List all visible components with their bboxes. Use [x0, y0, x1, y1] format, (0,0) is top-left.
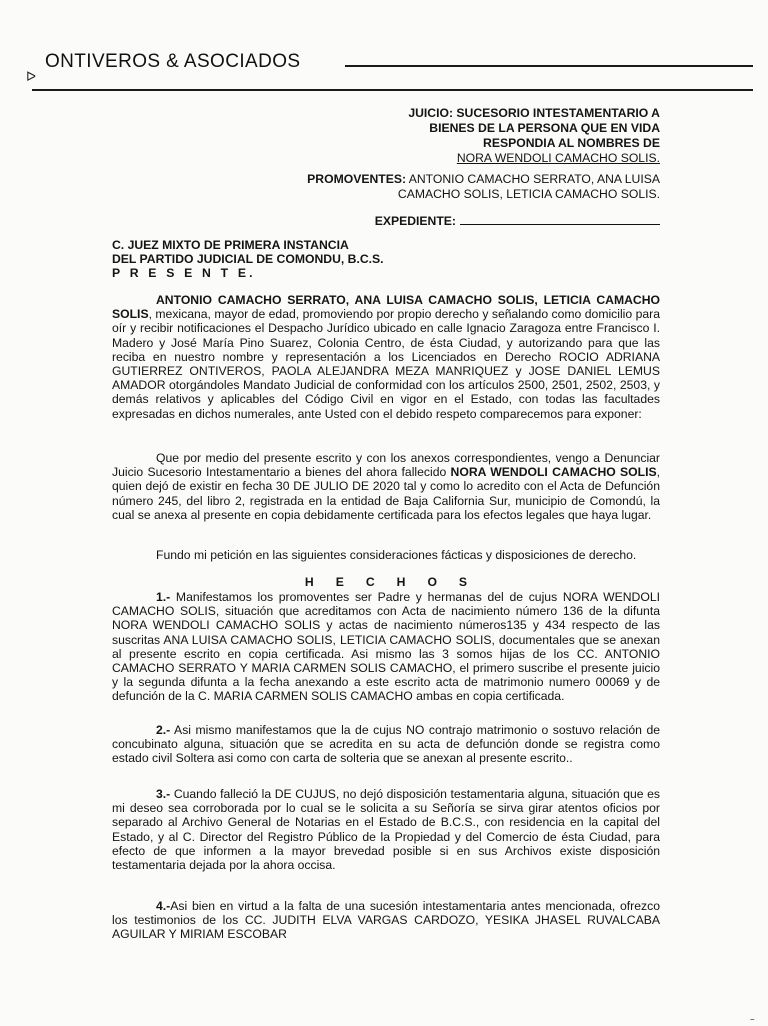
letterhead-mark-icon: ᐅ [26, 69, 36, 84]
promoventes-names-1: ANTONIO CAMACHO SERRATO, ANA LUISA [406, 172, 660, 186]
case-title-line-1: JUICIO: SUCESORIO INTESTAMENTARIO A [408, 106, 660, 120]
hecho-1-text: Manifestamos los promoventes ser Padre y hermanas del de cujus NORA WENDOLI CAMACHO SOLIS, situación que acreditamos con Acta de nacimiento número 136 de la difunta NORA WENDOLI CAMACHO SOLIS y actas de nacimiento números135 y 434 respecto de las suscritas ANA LUISA CAMACHO SOLIS, LETICIA CAMACHO SOLIS, documentales que se anexan al presente escrito en copia certificada. Asi mismo las 3 somos hijas de los CC. ANTONIO CAMACHO SERRATO Y MARIA CARMEN SOLIS CAMACHO, el primero suscribe el presente juicio y la segunda difunta a la fecha anexando a este escrito acta de matrimonio numero 00069 y de defunción de la C. MARIA CARMEN SOLIS CAMACHO ambas en copia certificada. [112, 590, 660, 704]
hecho-4-text: Asi bien en virtud a la falta de una sucesión intestamentaria antes mencionada, ofrezco los testimonios de los CC. JUDITH ELVA VARGAS CARDOZO, YESIKA JHASEL RUVALCABA AGUILAR Y MIRIAM ESCOBAR [112, 899, 660, 942]
addressee-line-1: C. JUEZ MIXTO DE PRIMERA INSTANCIA [112, 238, 349, 252]
hecho-2 [112, 723, 660, 766]
promoventes [200, 172, 660, 202]
case-title [330, 106, 660, 166]
deceased-bold: NORA WENDOLI CAMACHO SOLIS [450, 465, 657, 480]
letterhead-rule-lower [32, 89, 753, 91]
letterhead [26, 51, 753, 91]
promoventes-label: PROMOVENTES: [307, 172, 407, 186]
expediente-label: EXPEDIENTE: [374, 214, 456, 228]
paragraph-denuncia-text-a: Que por medio del presente escrito y con los anexos correspondientes, vengo a Denunciar Juicio Sucesorio Intestamentario a bienes del ahora fallecido [112, 451, 660, 480]
addressee-line-2: DEL PARTIDO JUDICIAL DE COMONDU, B.C.S. [112, 252, 384, 266]
petitioners-bold: ANTONIO CAMACHO SERRATO, ANA LUISA CAMACHO SOLIS, LETICIA CAMACHO SOLIS [112, 293, 660, 322]
addressee-line-3: P R E S E N T E. [112, 266, 256, 280]
paragraph-fundamento [112, 548, 660, 562]
hecho-4-number: 4.- [156, 899, 171, 913]
paragraph-appearance [112, 293, 660, 421]
hecho-2-text: Asi mismo manifestamos que la de cujus NO contrajo matrimonio o sostuvo relación de concubinato alguna, situación que se acredita en su acta de defunción donde se registra como estado civil Soltera asi como con carta de solteria que se anexan al presente escrito.. [112, 723, 660, 766]
hecho-3-number: 3.- [156, 787, 171, 801]
paragraph-denuncia [112, 451, 660, 522]
footer-mark: ᠆ [750, 1015, 754, 1025]
deceased-name: NORA WENDOLI CAMACHO SOLIS. [456, 151, 660, 165]
hecho-3 [112, 787, 660, 872]
case-title-line-3: RESPONDIA AL NOMBRES DE [483, 136, 660, 150]
section-heading-hechos: HECHOS [304, 575, 490, 589]
expediente [330, 212, 660, 229]
hecho-1-number: 1.- [156, 590, 171, 604]
addressee [112, 238, 384, 280]
promoventes-names-2: CAMACHO SOLIS, LETICIA CAMACHO SOLIS. [397, 187, 660, 201]
hecho-1 [112, 590, 660, 704]
expediente-blank-line [460, 212, 660, 225]
paragraph-appearance-text: , mexicana, mayor de edad, promoviendo por propio derecho y señalando como domicilio para oír y recibir notificaciones el Despacho Jurídico ubicado en calle Ignacio Zaragoza entre Francisco I. Madero y José María Pino Suarez, Colonia Centro, de ésta Ciudad, y autorizando para que las reciba en nuestro nombre y representación a los Licenciados en Derecho ROCIO ADRIANA GUTIERREZ ONTIVEROS, PAOLA ALEJANDRA MEZA MANRIQUEZ y JOSE DANIEL LEMUS AMADOR otorgándoles Mandato Judicial de conformidad con los artículos 2500, 2501, 2502, 2503, y demás relativos y aplicables del Código Civil en vigor en el Estado, con todas las facultades expresadas en dichos numerales, ante Usted con el debido respeto comparecemos para exponer: [112, 307, 660, 421]
case-title-line-2: BIENES DE LA PERSONA QUE EN VIDA [429, 121, 660, 135]
letterhead-rule [345, 65, 753, 67]
hecho-4 [112, 899, 660, 942]
hecho-2-number: 2.- [156, 723, 171, 737]
firm-name: ONTIVEROS & ASOCIADOS [45, 51, 301, 72]
hecho-3-text: Cuando falleció la DE CUJUS, no dejó disposición testamentaria alguna, situación que es mi deseo sea corroborada por lo cual se le solicita a su Señoría se sirva girar atentos oficios por separado al Archivo General de Notarias en el Estado de B.C.S., con residencia en la capital del Estado, y al C. Director del Registro Público de la Propiedad y del Comercio de ésta Ciudad, para efecto de que informen a la mayor brevedad posible si en sus Archivos existe disposición testamentaria dejada por la ahora occisa. [112, 787, 660, 873]
paragraph-fundamento-text: Fundo mi petición en las siguientes consideraciones fácticas y disposiciones de derecho. [156, 548, 637, 562]
paragraph-denuncia-text-b: , quien dejó de existir en fecha 30 DE JULIO DE 2020 tal y como lo acredito con el Acta de Defunción número 245, del libro 2, registrada en la entidad de Baja California Sur, municipio de Comondú, la cual se anexa al presente en copia debidamente certificada para los efectos legales que haya lugar. [112, 465, 660, 522]
